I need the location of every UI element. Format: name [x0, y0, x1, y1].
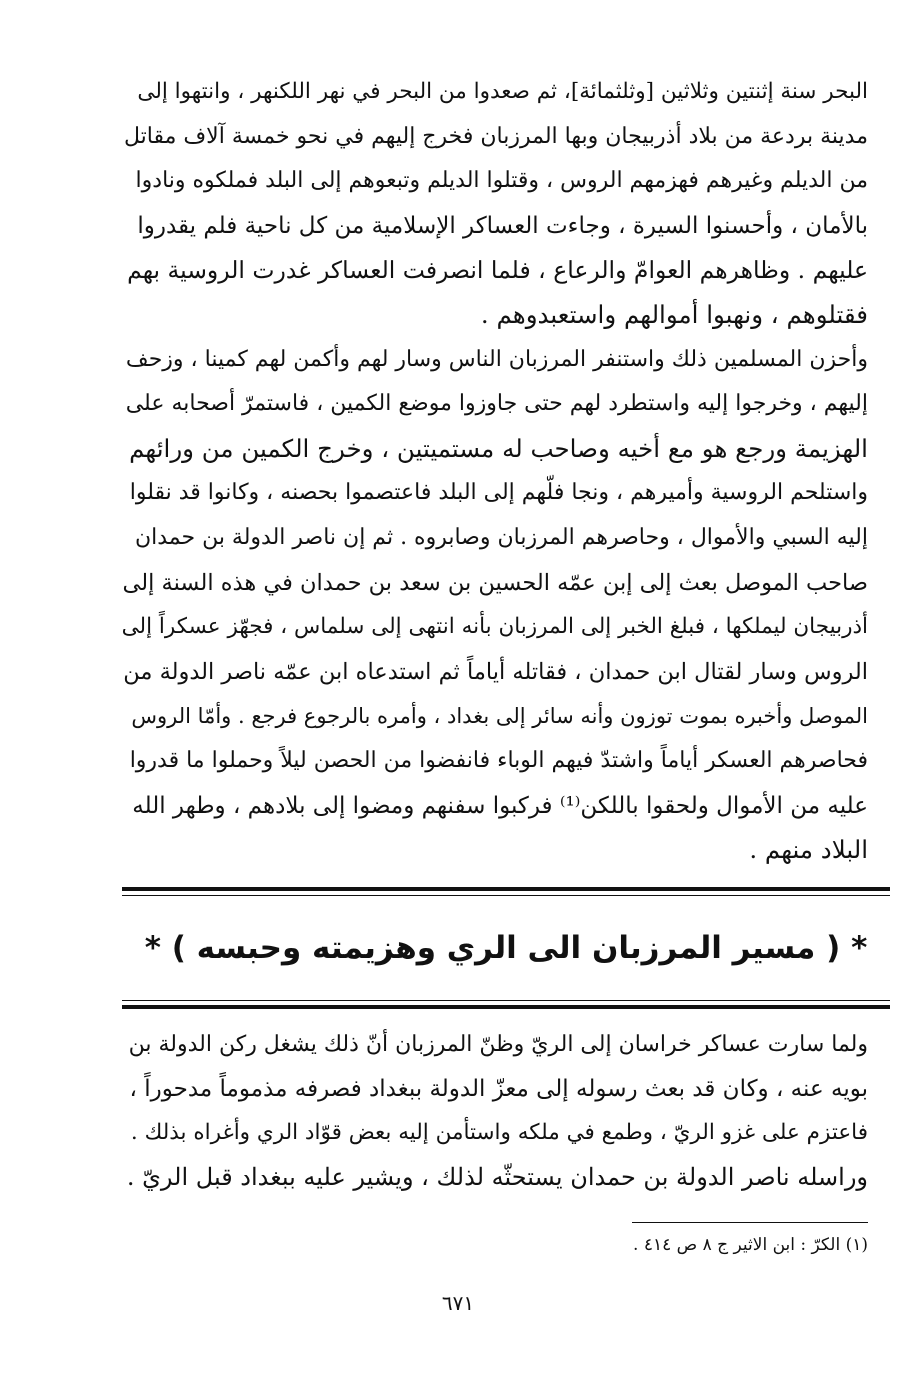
text-line: واستلحم الروسية وأميرهم ، ونجا فلّهم إلى البلد فاعتصموا بحصنه ، وكانوا قد نقلوا: [129, 480, 868, 506]
divider-thin-line: [122, 895, 890, 896]
section-divider-top: [122, 887, 890, 896]
text-line: إليه السبي والأموال ، وحاصرهم المرزبان وصابروه . ثم إن ناصر الدولة بن حمدان: [134, 524, 868, 550]
text-line: الموصل وأخبره بموت توزون وأنه سائر إلى بغداد ، وأمره بالرجوع فرجع . وأمّا الروس: [131, 704, 868, 729]
text-line: فاعتزم على غزو الريّ ، وطمع في ملكه واستأمن إليه بعض قوّاد الري وأغراه بذلك .: [130, 1120, 868, 1145]
text-line: فقتلوهم ، ونهبوا أموالهم واستعبدوهم .: [480, 299, 868, 329]
text-line: وأحزن المسلمين ذلك واستنفر المرزبان الناس وسار لهم وأكمن لهم كمينا ، وزحف: [125, 346, 868, 372]
paragraph-2: [122, 1023, 868, 1199]
text-line: بويه عنه ، وكان قد بعث رسوله إلى معزّ الدولة ببغداد فصرفه مذموماً مدحوراً ،: [129, 1076, 868, 1102]
text-line: ولما سارت عساكر خراسان إلى الريّ وظنّ المرزبان أنّ ذلك يشغل ركن الدولة بن: [128, 1032, 868, 1057]
text-line: مدينة بردعة من بلاد أذربيجان وبها المرزبان فخرج إليهم في نحو خمسة آلاف مقاتل: [123, 123, 868, 149]
text-line: البلاد منهم .: [749, 835, 868, 865]
text-line: البحر سنة إثنتين وثلاثين [وثلثمائة]، ثم صعدوا من البحر في نهر اللكنهر ، وانتهوا إلى: [137, 79, 868, 104]
page-number: ٦٧١: [441, 1291, 475, 1315]
text-line: أذربيجان ليملكها ، فبلغ الخبر إلى المرزبان بأنه انتهى إلى سلماس ، فجهّز عسكراً إلى: [122, 614, 868, 640]
text-line: وراسله ناصر الدولة بن حمدان يستحثّه لذلك ، ويشير عليه ببغداد قبل الريّ .: [126, 1163, 868, 1191]
paragraph-1: [122, 70, 868, 873]
section-heading: * ( مسير المرزبان الى الري وهزيمته وحبسه ) *: [144, 930, 868, 966]
text-line: من الديلم وغيرهم فهزمهم الروس ، وقتلوا الديلم وتبعوهم إلى البلد فملكوه ونادوا: [135, 168, 868, 194]
divider-thin-line: [122, 1000, 890, 1001]
text-line: صاحب الموصل بعث إلى إبن عمّه الحسين بن سعد بن حمدان في هذه السنة إلى: [122, 569, 868, 596]
text-line: الروس وسار لقتال ابن حمدان ، فقاتله أياماً ثم استدعاه ابن عمّه ناصر الدولة من: [123, 658, 868, 685]
divider-thick-line: [122, 1005, 890, 1009]
text-line: إليهم ، وخرجوا إليه واستطرد لهم حتى جاوزوا موضع الكمين ، فاستمرّ أصحابه على: [125, 391, 868, 417]
section-divider-bottom: [122, 1000, 890, 1009]
text-line: بالأمان ، وأحسنوا السيرة ، وجاءت العساكر الإسلامية من كل ناحية فلم يقدروا: [137, 212, 868, 239]
text-line: الهزيمة ورجع هو مع أخيه وصاحب له مستميتين ، وخرج الكمين من ورائهم: [129, 433, 868, 463]
footnote-separator: [632, 1222, 868, 1223]
text-line: فحاصرهم العسكر أياماً واشتدّ فيهم الوباء فانفضوا من الحصن ليلاً وحملوا ما قدروا: [129, 747, 868, 773]
text-line: عليهم . وظاهرهم العوامّ والرعاع ، فلما انصرفت العساكر غدرت الروسية بهم: [127, 256, 868, 285]
text-line: عليه من الأموال ولحقوا باللكن⁽¹⁾ فركبوا سفنهم ومضوا إلى بلادهم ، وطهر الله: [132, 792, 868, 819]
footnote: (١) الكرّ : ابن الاثير ج ٨ ص ٤١٤ .: [633, 1235, 868, 1255]
divider-thick-line: [122, 887, 890, 891]
